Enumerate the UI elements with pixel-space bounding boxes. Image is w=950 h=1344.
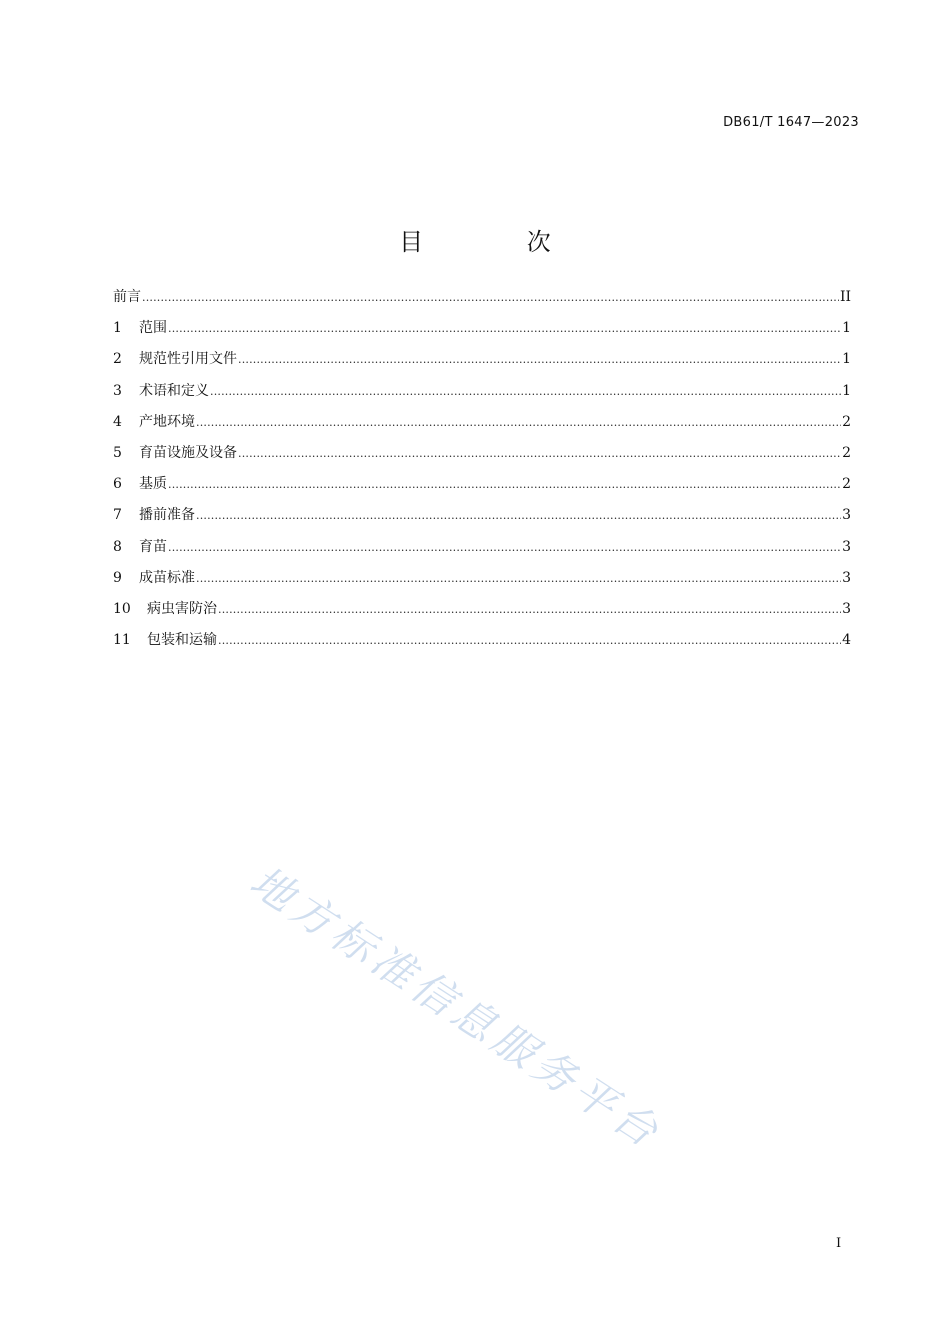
toc-item-page: 2 — [842, 413, 851, 430]
toc-leader — [218, 599, 841, 621]
page-title: 目 次 — [399, 228, 599, 257]
toc-item-page: 3 — [842, 569, 851, 586]
toc-leader — [196, 505, 841, 527]
toc-item-label: 成苗标准 — [139, 569, 195, 586]
page-number: I — [836, 1236, 842, 1251]
toc-leader — [218, 630, 841, 652]
toc-item-1[interactable] — [113, 317, 851, 348]
toc-leader — [168, 474, 841, 496]
toc-item-4[interactable] — [113, 411, 851, 442]
toc-leader — [238, 443, 841, 465]
toc-item-page: 3 — [842, 538, 851, 555]
toc-item-label: 播前准备 — [139, 507, 195, 524]
toc-item-page: 3 — [842, 600, 851, 617]
toc-item-8[interactable] — [113, 536, 851, 567]
toc-item-label: 育苗设施及设备 — [139, 444, 237, 461]
toc-item-5[interactable] — [113, 442, 851, 473]
toc-item-label: 规范性引用文件 — [139, 351, 237, 368]
toc-item-label: 范围 — [139, 320, 167, 337]
toc-item-label: 前言 — [113, 289, 141, 305]
toc-item-7[interactable] — [113, 504, 851, 535]
toc-item-number: 2 — [113, 351, 122, 368]
document-code: DB61/T 1647—2023 — [723, 115, 859, 130]
toc-leader — [196, 412, 841, 434]
toc-item-page: 4 — [842, 632, 851, 649]
toc-item-page: 1 — [842, 382, 851, 399]
toc-item-3[interactable] — [113, 380, 851, 411]
toc-leader — [210, 381, 841, 403]
toc-item-label: 产地环境 — [139, 413, 195, 430]
toc-leader — [196, 568, 841, 590]
toc-leader — [142, 287, 839, 309]
toc-item-page: 2 — [842, 444, 851, 461]
toc-item-label: 育苗 — [139, 538, 167, 555]
toc-item-page: 1 — [842, 320, 851, 337]
toc-item-number: 6 — [113, 476, 122, 493]
toc-leader — [168, 537, 841, 559]
toc-item-number: 7 — [113, 507, 122, 524]
toc-item-number: 8 — [113, 538, 122, 555]
toc-item-number: 3 — [113, 382, 122, 399]
toc-leader — [238, 349, 841, 371]
toc-item-page: 3 — [842, 507, 851, 524]
toc-leader — [168, 318, 841, 340]
watermark: 地方标准信息服务平台 — [241, 856, 671, 1159]
toc-item-number: 4 — [113, 413, 122, 430]
toc-item-10[interactable] — [113, 598, 851, 629]
toc-item-label: 包装和运输 — [147, 632, 217, 649]
toc-item-number: 5 — [113, 444, 122, 461]
toc-item-number: 1 — [113, 320, 122, 337]
toc-item-6[interactable] — [113, 473, 851, 504]
toc-item-page: 2 — [842, 476, 851, 493]
toc-item-page: II — [839, 289, 851, 305]
toc-item-2[interactable] — [113, 348, 851, 379]
toc-item-9[interactable] — [113, 567, 851, 598]
toc-item-label: 基质 — [139, 476, 167, 493]
toc-item-foreword[interactable] — [113, 286, 851, 317]
toc-item-label: 术语和定义 — [139, 382, 209, 399]
toc-item-page: 1 — [842, 351, 851, 368]
toc-item-number: 11 — [113, 632, 131, 649]
table-of-contents — [113, 286, 851, 660]
toc-item-11[interactable] — [113, 629, 851, 660]
toc-item-number: 10 — [113, 600, 131, 617]
toc-item-label: 病虫害防治 — [147, 600, 217, 617]
toc-item-number: 9 — [113, 569, 122, 586]
